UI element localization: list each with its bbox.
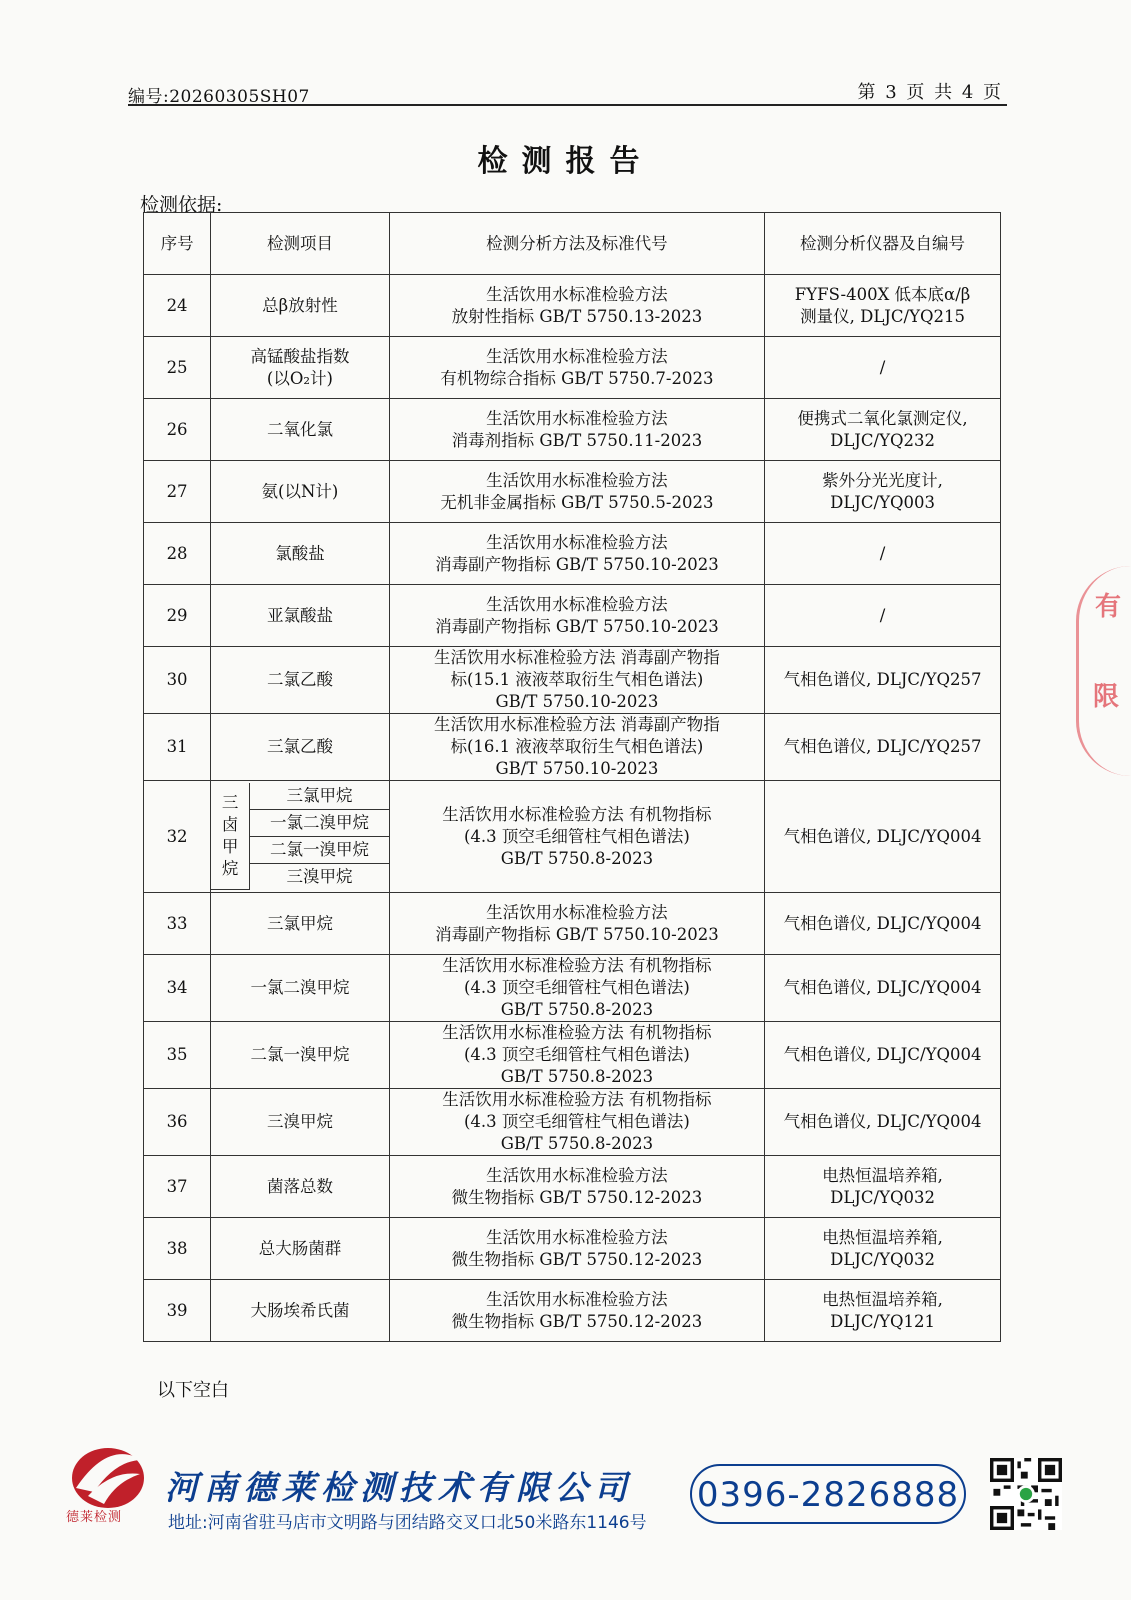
row-method	[389, 955, 764, 1022]
row-no	[144, 1280, 211, 1342]
company-address: 地址:河南省驻马店市文明路与团结路交叉口北50米路东1146号	[168, 1513, 647, 1533]
row-instrument	[765, 1022, 1001, 1089]
report-number: 编号:20260305SH07	[128, 87, 310, 107]
row-method	[389, 781, 764, 893]
row-item-line: 三氯乙酸	[266, 737, 333, 756]
red-seal-stamp-fragment: 有 限	[1076, 566, 1131, 776]
row-item-line: 氨(以N计)	[261, 481, 339, 501]
table-row	[144, 399, 1001, 461]
row-no-line: 28	[166, 543, 188, 563]
row-method	[389, 523, 764, 585]
row-method-line: (4.3 顶空毛细管柱气相色谱法)	[463, 1045, 690, 1064]
row-instrument	[765, 1089, 1001, 1156]
row-method-line: 微生物指标 GB/T 5750.12-2023	[451, 1249, 703, 1269]
row-instrument: 气相色谱仪, DLJC/YQ004	[765, 781, 1001, 893]
test-basis-table	[143, 212, 1001, 1342]
table-row	[144, 461, 1001, 523]
row-instrument	[765, 523, 1001, 585]
row-item-line: (以O₂计)	[266, 368, 333, 388]
row-item-line: 总大肠菌群	[258, 1238, 342, 1258]
method-line: 生活饮用水标准检验方法 有机物指标	[442, 804, 712, 824]
table-row	[144, 714, 1001, 781]
table-row	[144, 1280, 1001, 1342]
row-no	[144, 1089, 211, 1156]
row-instrument-line: DLJC/YQ032	[830, 1187, 935, 1207]
row-method-line: 消毒副产物指标 GB/T 5750.10-2023	[435, 924, 719, 944]
sub-item: 三氯甲烷	[250, 783, 389, 810]
row-method	[389, 461, 764, 523]
row-method-line: 消毒副产物指标 GB/T 5750.10-2023	[435, 616, 719, 636]
row-instrument-line: 气相色谱仪, DLJC/YQ004	[783, 913, 982, 933]
row-method-line: 微生物指标 GB/T 5750.12-2023	[451, 1187, 703, 1207]
row-item-line: 一氯二溴甲烷	[250, 978, 350, 997]
row-no	[144, 523, 211, 585]
sub-item: 一氯二溴甲烷	[250, 809, 389, 836]
row-item-line: 二氯一溴甲烷	[250, 1045, 350, 1064]
header-cell-method: 检测分析方法及标准代号	[389, 213, 764, 275]
row-no-line: 33	[166, 913, 188, 933]
row-instrument-line: 便携式二氧化氯测定仪,	[797, 408, 968, 428]
row-method	[389, 1280, 764, 1342]
table-row	[144, 647, 1001, 714]
row-method	[389, 585, 764, 647]
row-instrument-line: 电热恒温培养箱,	[822, 1165, 943, 1185]
table-row	[144, 523, 1001, 585]
row-method-line: 生活饮用水标准检验方法	[486, 470, 668, 490]
row-instrument-line: 电热恒温培养箱,	[822, 1227, 943, 1247]
row-instrument	[765, 461, 1001, 523]
row-no-line: 36	[166, 1112, 188, 1131]
row-item-line: 大肠埃希氏菌	[250, 1300, 350, 1320]
row-item	[211, 337, 390, 399]
row-instrument-line: 紫外分光光度计,	[822, 470, 943, 490]
row-item	[211, 1218, 390, 1280]
sub-item: 三溴甲烷	[250, 863, 389, 890]
blank-below-note: 以下空白	[157, 1380, 229, 1401]
row-no-line: 31	[166, 737, 188, 756]
row-method	[389, 714, 764, 781]
method-line: GB/T 5750.8-2023	[500, 848, 654, 868]
row-method-line: (4.3 顶空毛细管柱气相色谱法)	[463, 978, 690, 997]
row-no: 32	[144, 781, 211, 893]
row-item-group	[211, 781, 390, 893]
row-no	[144, 1218, 211, 1280]
row-no-line: 35	[166, 1045, 188, 1064]
row-no-line: 27	[166, 481, 188, 501]
sub-item: 二氯一溴甲烷	[250, 836, 389, 863]
qr-code-icon	[990, 1458, 1062, 1530]
row-method-line: 生活饮用水标准检验方法 消毒副产物指	[434, 715, 720, 734]
row-method	[389, 647, 764, 714]
row-item	[211, 647, 390, 714]
row-item	[211, 461, 390, 523]
row-method-line: 消毒副产物指标 GB/T 5750.10-2023	[435, 554, 719, 574]
header-cell-instrument: 检测分析仪器及自编号	[765, 213, 1001, 275]
row-no	[144, 955, 211, 1022]
row-method-line: 生活饮用水标准检验方法 有机物指标	[442, 1090, 712, 1109]
row-instrument-line: /	[879, 357, 886, 377]
row-no-line: 37	[166, 1176, 188, 1196]
row-method-line: 消毒剂指标 GB/T 5750.11-2023	[451, 430, 703, 450]
row-no	[144, 1022, 211, 1089]
row-instrument	[765, 275, 1001, 337]
row-item	[211, 1022, 390, 1089]
row-method	[389, 275, 764, 337]
row-item	[211, 585, 390, 647]
header-rule	[128, 104, 1007, 106]
table-row	[144, 275, 1001, 337]
row-instrument-line: DLJC/YQ121	[830, 1311, 935, 1331]
row-method-line: 生活饮用水标准检验方法 有机物指标	[442, 1023, 712, 1042]
row-instrument	[765, 1218, 1001, 1280]
row-item-line: 三溴甲烷	[266, 1112, 333, 1131]
row-no-line: 39	[166, 1300, 188, 1320]
row-no	[144, 893, 211, 955]
row-no-line: 30	[166, 670, 188, 689]
row-item-line: 二氧化氯	[266, 419, 333, 439]
basis-label: 检测依据:	[140, 194, 223, 216]
row-method	[389, 337, 764, 399]
row-item-line: 氯酸盐	[275, 543, 325, 563]
company-name: 河南德莱检测技术有限公司	[165, 1468, 633, 1507]
row-no-line: 38	[166, 1238, 188, 1258]
row-item-line: 三氯甲烷	[266, 913, 333, 933]
row-item-line: 亚氯酸盐	[266, 605, 333, 625]
table-row	[144, 1156, 1001, 1218]
row-method-line: (4.3 顶空毛细管柱气相色谱法)	[463, 1112, 690, 1131]
row-item	[211, 1089, 390, 1156]
row-instrument-line: 气相色谱仪, DLJC/YQ004	[783, 978, 982, 997]
row-instrument	[765, 337, 1001, 399]
row-method-line: GB/T 5750.10-2023	[495, 759, 659, 778]
row-no	[144, 585, 211, 647]
row-instrument-line: DLJC/YQ003	[830, 492, 935, 512]
row-method-line: 微生物指标 GB/T 5750.12-2023	[451, 1311, 703, 1331]
row-method	[389, 893, 764, 955]
row-item	[211, 955, 390, 1022]
row-instrument-line: 气相色谱仪, DLJC/YQ257	[783, 670, 982, 689]
group-label-text: 三 卤 甲 烷	[221, 793, 239, 878]
row-instrument	[765, 399, 1001, 461]
row-item	[211, 1156, 390, 1218]
row-item	[211, 399, 390, 461]
row-method-line: 生活饮用水标准检验方法 有机物指标	[442, 956, 712, 975]
company-phone: 0396-2826888	[690, 1464, 966, 1524]
row-item-line: 高锰酸盐指数	[250, 346, 350, 366]
report-title: 检测报告	[477, 144, 654, 179]
row-method-line: GB/T 5750.8-2023	[500, 1134, 654, 1153]
header-cell-item: 检测项目	[211, 213, 390, 275]
row-method	[389, 1156, 764, 1218]
row-item	[211, 714, 390, 781]
row-no	[144, 647, 211, 714]
row-instrument	[765, 647, 1001, 714]
row-item	[211, 1280, 390, 1342]
header-cell-no: 序号	[144, 213, 211, 275]
table-row	[144, 893, 1001, 955]
table-row	[144, 1022, 1001, 1089]
row-instrument-line: FYFS-400X 低本底α/β	[794, 284, 971, 304]
row-no	[144, 337, 211, 399]
row-item-line: 二氯乙酸	[266, 670, 333, 689]
row-no-line: 34	[166, 978, 188, 997]
row-item-line: 菌落总数	[266, 1176, 333, 1196]
table-row	[144, 585, 1001, 647]
row-method-line: 生活饮用水标准检验方法	[486, 408, 668, 428]
row-instrument-line: 气相色谱仪, DLJC/YQ257	[783, 737, 982, 756]
row-method-line: GB/T 5750.10-2023	[495, 692, 659, 711]
row-method	[389, 399, 764, 461]
row-no	[144, 714, 211, 781]
row-method-line: 有机物综合指标 GB/T 5750.7-2023	[440, 368, 714, 388]
row-method-line: 生活饮用水标准检验方法	[486, 532, 668, 552]
row-method-line: 生活饮用水标准检验方法	[486, 594, 668, 614]
row-method-line: GB/T 5750.8-2023	[500, 1067, 654, 1086]
row-method	[389, 1022, 764, 1089]
row-instrument-line: /	[879, 605, 886, 625]
row-no	[144, 399, 211, 461]
page-indicator: 第 3 页 共 4 页	[857, 82, 1003, 103]
row-no-line: 24	[166, 295, 188, 315]
row-item	[211, 893, 390, 955]
row-instrument	[765, 714, 1001, 781]
row-instrument-line: 气相色谱仪, DLJC/YQ004	[783, 1045, 982, 1064]
row-no-line: 29	[166, 605, 188, 625]
row-instrument	[765, 955, 1001, 1022]
row-item-line: 总β放射性	[262, 295, 338, 315]
row-no	[144, 275, 211, 337]
method-line: (4.3 顶空毛细管柱气相色谱法)	[463, 826, 690, 846]
row-instrument	[765, 1156, 1001, 1218]
table-row	[144, 955, 1001, 1022]
row-no-line: 26	[166, 419, 188, 439]
group-label	[211, 783, 250, 890]
row-method-line: 放射性指标 GB/T 5750.13-2023	[451, 306, 703, 326]
row-method	[389, 1218, 764, 1280]
row-method-line: 生活饮用水标准检验方法	[486, 902, 668, 922]
table-row	[144, 781, 1001, 893]
row-method-line: 无机非金属指标 GB/T 5750.5-2023	[440, 492, 714, 512]
row-instrument	[765, 1280, 1001, 1342]
row-method-line: 生活饮用水标准检验方法	[486, 1165, 668, 1185]
row-instrument-line: 气相色谱仪, DLJC/YQ004	[783, 1112, 982, 1131]
table-row	[144, 337, 1001, 399]
row-item	[211, 275, 390, 337]
row-method-line: 生活饮用水标准检验方法	[486, 346, 668, 366]
row-instrument-line: /	[879, 543, 886, 563]
row-method-line: 生活饮用水标准检验方法	[486, 1289, 668, 1309]
table-header-row	[144, 213, 1001, 275]
row-instrument	[765, 893, 1001, 955]
row-method-line: 生活饮用水标准检验方法	[486, 284, 668, 304]
row-method-line: 生活饮用水标准检验方法 消毒副产物指	[434, 648, 720, 667]
logo-caption: 德莱检测	[66, 1510, 123, 1525]
row-method	[389, 1089, 764, 1156]
row-method-line: 标(16.1 液液萃取衍生气相色谱法)	[450, 737, 704, 756]
row-no	[144, 1156, 211, 1218]
row-instrument-line: 电热恒温培养箱,	[822, 1289, 943, 1309]
row-instrument-line: DLJC/YQ032	[830, 1249, 935, 1269]
table-row	[144, 1218, 1001, 1280]
row-method-line: 标(15.1 液液萃取衍生气相色谱法)	[450, 670, 704, 689]
trihalomethane-subtable	[211, 783, 389, 891]
row-instrument	[765, 585, 1001, 647]
row-method-line: 生活饮用水标准检验方法	[486, 1227, 668, 1247]
row-instrument-line: DLJC/YQ232	[830, 430, 935, 450]
row-item	[211, 523, 390, 585]
row-no	[144, 461, 211, 523]
row-method-line: GB/T 5750.8-2023	[500, 1000, 654, 1019]
row-instrument-line: 测量仪, DLJC/YQ215	[800, 306, 965, 326]
table-row	[144, 1089, 1001, 1156]
row-no-line: 25	[166, 357, 188, 377]
